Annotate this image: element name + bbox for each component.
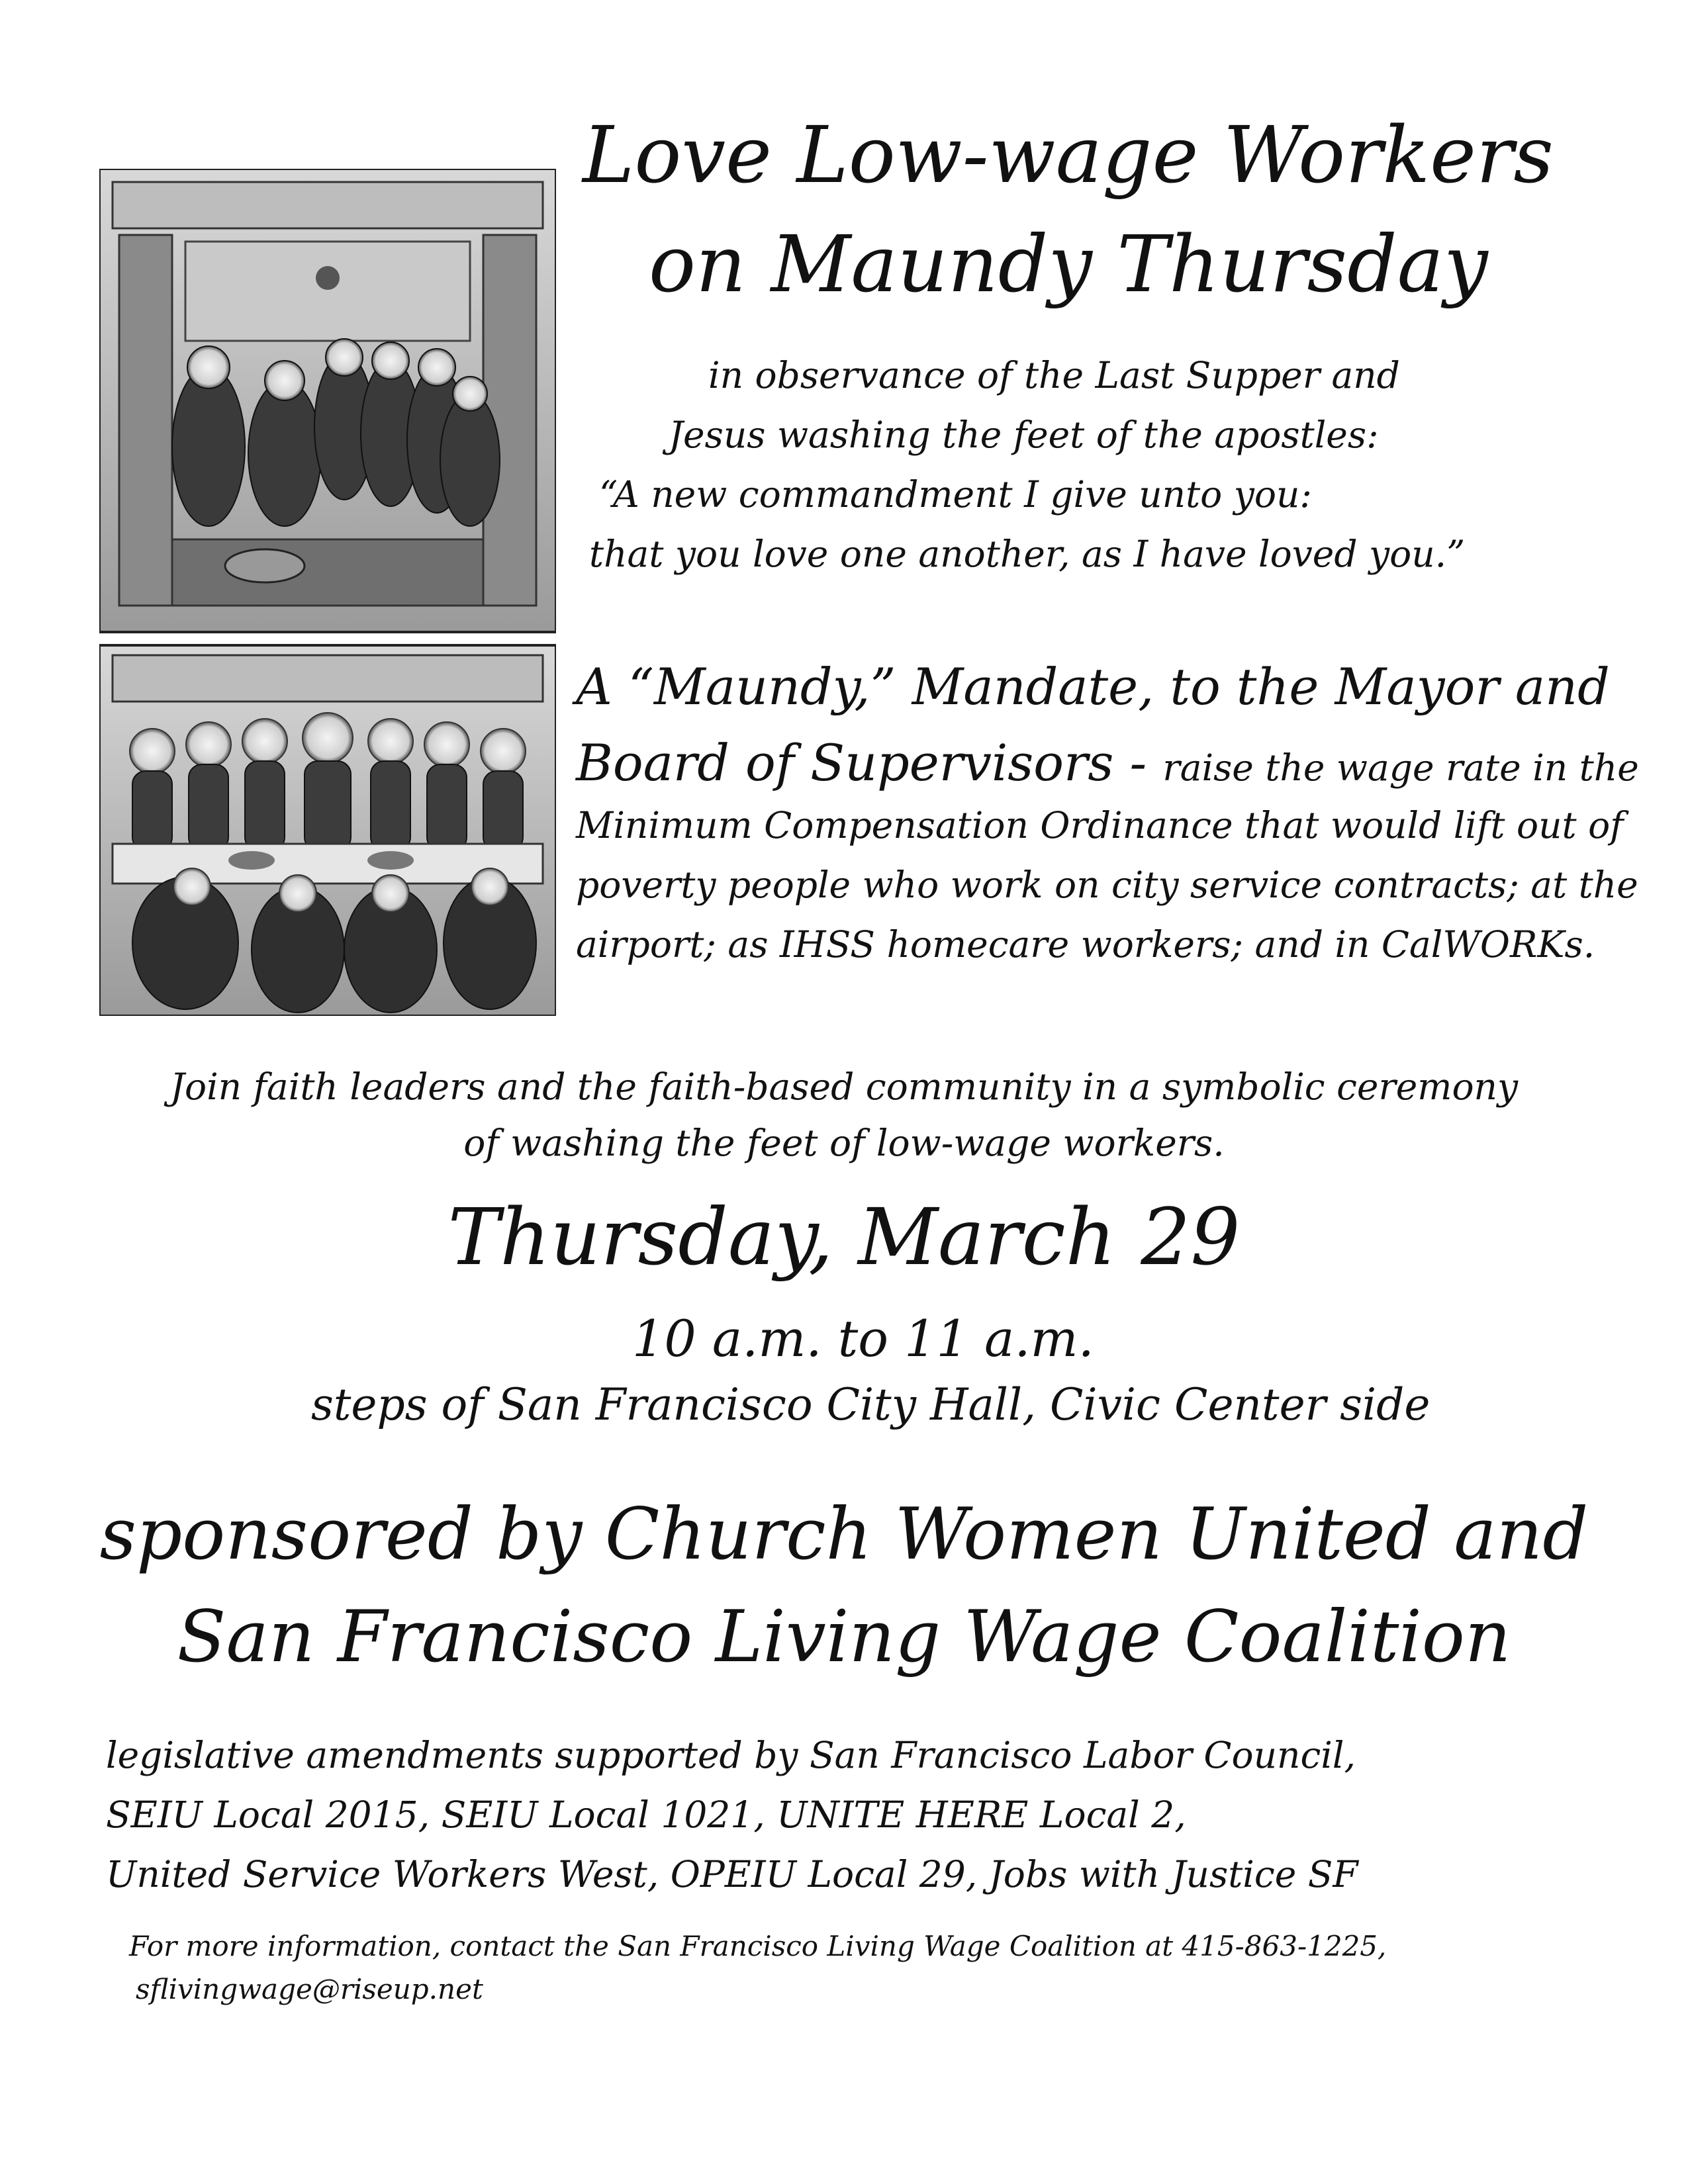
legislative-line-3: United Service Workers West, OPEIU Local 29, Jobs with Justice SF bbox=[106, 1853, 1358, 1895]
mandate-line-4: poverty people who work on city service contracts; at the bbox=[576, 864, 1638, 906]
title-line-2: on Maundy Thursday bbox=[649, 218, 1488, 310]
join-line-2: of washing the feet of low-wage workers. bbox=[463, 1122, 1225, 1164]
mandate-line-3: Minimum Compensation Ordinance that would lift out of bbox=[576, 804, 1624, 846]
event-date: Thursday, March 29 bbox=[447, 1191, 1241, 1283]
mandate-line-1: A “Maundy,” Mandate, to the Mayor and bbox=[576, 657, 1610, 716]
contact-email[interactable]: sflivingwage@riseup.net bbox=[136, 1973, 483, 2005]
legislative-line-2: SEIU Local 2015, SEIU Local 1021, UNITE HERE Local 2, bbox=[106, 1794, 1186, 1836]
event-location: steps of San Francisco City Hall, Civic Center side bbox=[311, 1379, 1430, 1430]
mandate-line-2 bbox=[576, 733, 1639, 792]
sponsor-line-1: sponsored by Church Women United and bbox=[99, 1493, 1589, 1576]
legislative-line-1: legislative amendments supported by San Francisco Labor Council, bbox=[106, 1734, 1356, 1776]
title-line-1: Love Low-wage Workers bbox=[583, 109, 1554, 201]
mandate-board-text: Board of Supervisors - bbox=[576, 733, 1163, 792]
contact-info-line: For more information, contact the San Francisco Living Wage Coalition at 415-863-1225, bbox=[129, 1930, 1387, 1962]
intro-line-2: Jesus washing the feet of the apostles: bbox=[669, 414, 1379, 456]
religious-artwork-image bbox=[99, 169, 556, 1016]
mandate-line-5: airport; as IHSS homecare workers; and in CalWORKs. bbox=[576, 923, 1595, 966]
intro-line-4: that you love one another, as I have loved you.” bbox=[589, 533, 1466, 575]
event-time: 10 a.m. to 11 a.m. bbox=[632, 1309, 1094, 1368]
sponsor-line-2: San Francisco Living Wage Coalition bbox=[177, 1596, 1511, 1678]
mandate-raise-text: raise the wage rate in the bbox=[1162, 747, 1639, 789]
intro-line-1: in observance of the Last Supper and bbox=[708, 354, 1400, 396]
foot-washing-panel bbox=[99, 169, 556, 632]
intro-line-3: “A new commandment I give unto you: bbox=[599, 473, 1312, 516]
last-supper-panel bbox=[99, 645, 556, 1016]
join-line-1: Join faith leaders and the faith-based community in a symbolic ceremony bbox=[169, 1066, 1519, 1108]
